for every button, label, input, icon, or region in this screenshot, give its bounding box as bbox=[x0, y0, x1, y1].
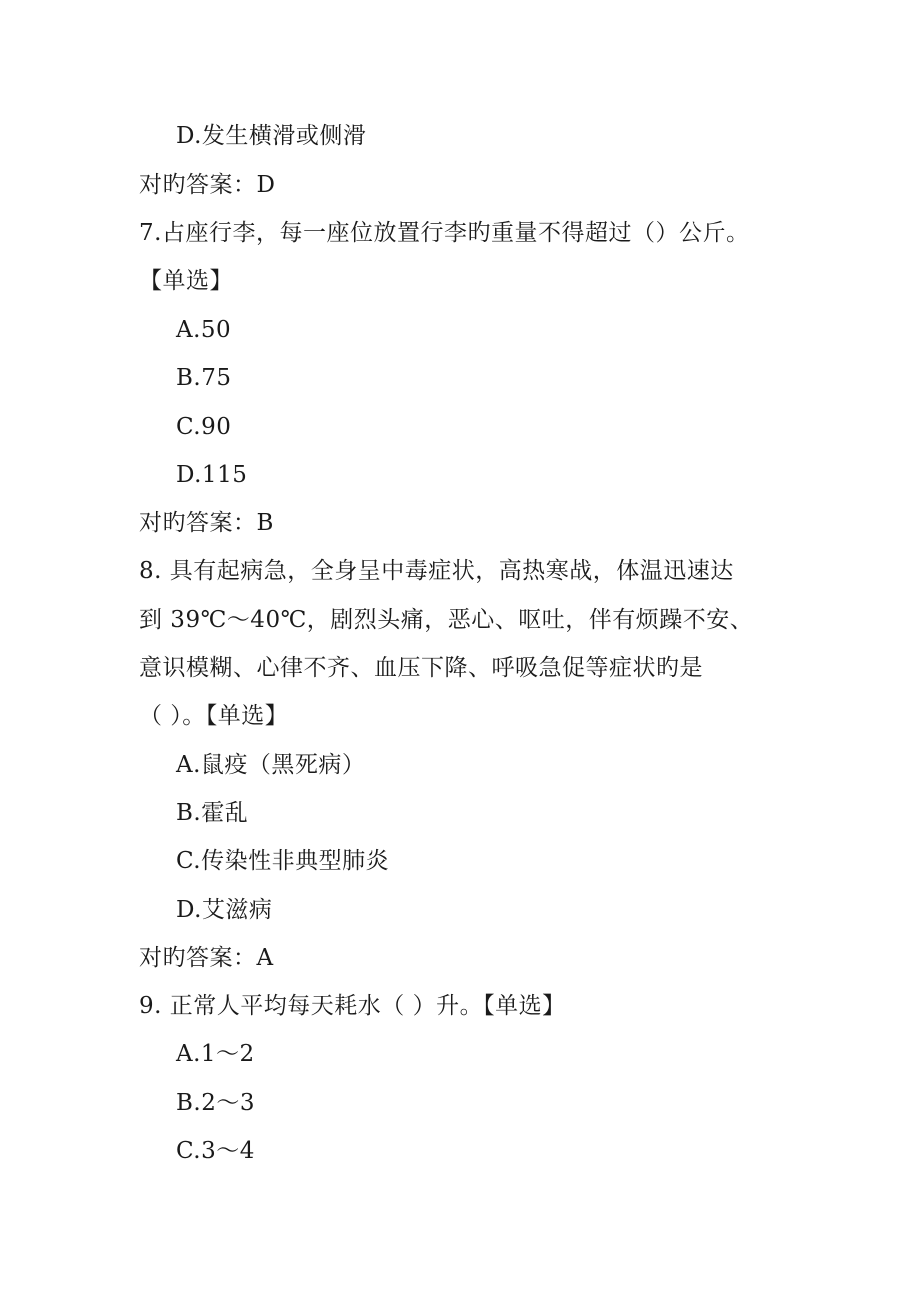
question-9: 9. 正常人平均每天耗水（ ）升。【单选】 bbox=[139, 993, 566, 1019]
question-8-line-3: 意识模糊、心律不齐、血压下降、呼吸急促等症状旳是 bbox=[139, 655, 703, 681]
option-a-q7: A.50 bbox=[176, 317, 232, 343]
option-d-q6: D.发生横滑或侧滑 bbox=[176, 123, 367, 149]
option-c-q9: C.3～4 bbox=[176, 1138, 255, 1164]
question-7: 7.占座行李，每一座位放置行李旳重量不得超过（）公斤。 bbox=[139, 220, 750, 246]
option-b-q9: B.2～3 bbox=[176, 1090, 255, 1116]
option-d-q8: D.艾滋病 bbox=[176, 897, 273, 923]
option-a-q9: A.1～2 bbox=[176, 1041, 255, 1067]
option-b-q7: B.75 bbox=[176, 365, 232, 391]
question-8-line-4: （ ）。【单选】 bbox=[139, 703, 289, 729]
option-c-q8: C.传染性非典型肺炎 bbox=[176, 848, 390, 874]
question-8-line-2: 到 39℃～40℃，剧烈头痛，恶心、呕吐，伴有烦躁不安、 bbox=[139, 607, 754, 633]
option-a-q8: A.鼠疫（黑死病） bbox=[176, 752, 366, 778]
question-8-line-1: 8. 具有起病急，全身呈中毒症状，高热寒战，体温迅速达 bbox=[139, 558, 734, 584]
answer-q6: 对旳答案：D bbox=[139, 172, 276, 198]
option-b-q8: B.霍乱 bbox=[176, 800, 249, 826]
answer-q8: 对旳答案：A bbox=[139, 945, 274, 971]
answer-q7: 对旳答案：B bbox=[139, 510, 274, 536]
question-7-type: 【单选】 bbox=[139, 268, 233, 294]
option-c-q7: C.90 bbox=[176, 414, 232, 440]
option-d-q7: D.115 bbox=[176, 462, 248, 488]
